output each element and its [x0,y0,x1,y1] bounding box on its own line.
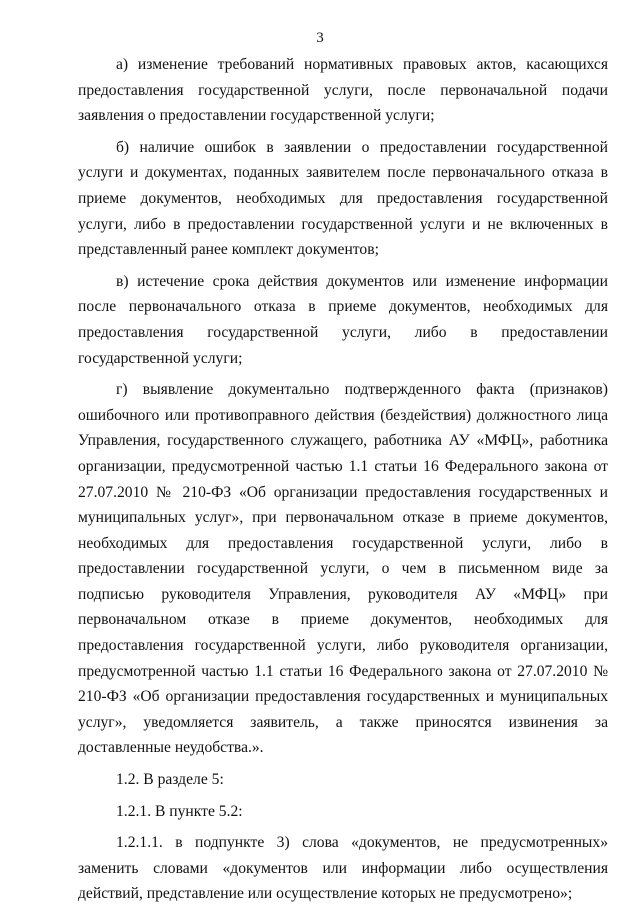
page-number: 3 [316,30,324,46]
paragraph-item-b: б) наличие ошибок в заявлении о предоставлении государственной услуги и документах, поданных заявителем после первоначального отказа в приеме документов, необходимых для предоставления государственной услуги, либо в предоставлении государственной услуги и не включенных в представленный ранее комплект документов; [78,138,608,259]
paragraph-item-a: а) изменение требований нормативных правовых актов, касающихся предоставления государственной услуги, после первоначальной подачи заявления о предоставлении государственной услуги; [78,56,608,125]
document-body [78,52,608,907]
paragraph-section-1-2: 1.2. В разделе 5: [116,771,224,789]
paragraph-section-1-2-1: 1.2.1. В пункте 5.2: [116,802,243,820]
paragraph-item-g: г) выявление документально подтвержденного факта (признаков) ошибочного или противоправного действия (бездействия) должностного лица Управления, государственного служащего, работника АУ «МФЦ», работника организации, предусмотренной частью 1.1 статьи 16 Федерального закона от 27.07.2010 № 210-ФЗ «Об организации предоставления государственных и муниципальных услуг», при первоначальном отказе в приеме документов, необходимых для предоставления государственной услуги, либо в предоставлении государственной услуги, о чем в письменном виде за подписью руководителя Управления, руководителя АУ «МФЦ» при первоначальном отказе в приеме документов, необходимых для предоставления государственной услуги, либо руководителя организации, предусмотренной частью 1.1 статьи 16 Федерального закона от 27.07.2010 № 210-ФЗ «Об организации предоставления государственных и муниципальных услуг», уведомляется заявитель, а также приносятся извинения за доставленные неудобства.». [78,381,608,757]
paragraph-section-1-2-1-1: 1.2.1.1. в подпункте 3) слова «документов, не предусмотренных» заменить словами «документов или информации либо осуществления действий, представление или осуществление которых не предусмотрено»; [78,834,608,903]
paragraph-item-v: в) истечение срока действия документов или изменение информации после первоначального отказа в приеме документов, необходимых для предоставления государственной услуги, либо в предоставлении государственной услуги; [78,272,608,367]
